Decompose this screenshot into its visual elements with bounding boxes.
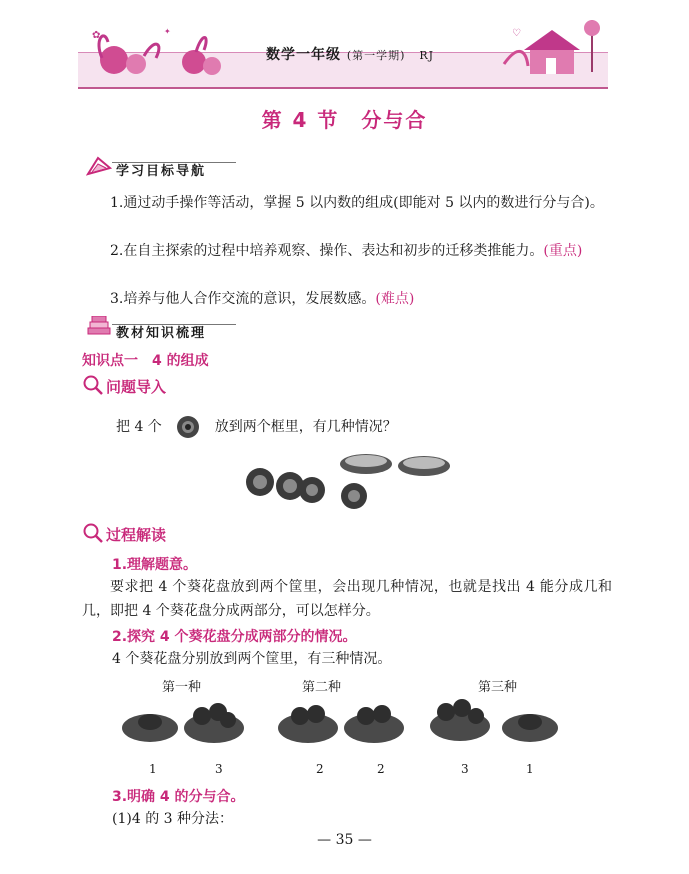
svg-text:✦: ✦ bbox=[164, 27, 171, 36]
process-heading-text: 过程解读 bbox=[106, 526, 167, 544]
step-1-title: 1.理解题意。 bbox=[112, 557, 198, 573]
case-2-left-count: 2 bbox=[316, 762, 324, 776]
basket-icon bbox=[398, 456, 450, 476]
basket-icon bbox=[278, 705, 338, 743]
basket-icon bbox=[430, 699, 490, 741]
svg-text:✿: ✿ bbox=[92, 30, 101, 41]
intro-question-pre: 把 4 个 bbox=[116, 419, 162, 435]
intro-question bbox=[116, 414, 397, 440]
intro-heading bbox=[82, 376, 166, 397]
case-2-right-count: 2 bbox=[377, 762, 385, 776]
magnifier-icon bbox=[82, 522, 104, 544]
knowledge-heading-text: 教材知识梳理 bbox=[116, 326, 207, 341]
case-3-right-count: 1 bbox=[526, 762, 534, 776]
compass-icon bbox=[86, 154, 112, 178]
goal-item-2-tag: (重点) bbox=[543, 243, 583, 259]
case-1-right-count: 3 bbox=[215, 762, 223, 776]
step-2-title: 2.探究 4 个葵花盘分成两部分的情况。 bbox=[112, 629, 357, 645]
svg-text:♡: ♡ bbox=[512, 28, 521, 39]
goals-heading-text: 学习目标导航 bbox=[116, 164, 207, 179]
basket-icon bbox=[122, 714, 178, 742]
basket-icon bbox=[184, 703, 244, 743]
house-decoration-icon bbox=[498, 14, 610, 86]
intro-heading-text: 问题导入 bbox=[106, 378, 167, 396]
sunflowers-baskets-illustration bbox=[238, 446, 452, 512]
case-1-left-count: 1 bbox=[149, 762, 157, 776]
basket-icon bbox=[340, 454, 392, 474]
section-title: 第 4 节 分与合 bbox=[261, 108, 428, 132]
header-title bbox=[266, 44, 434, 64]
header-subtitle: (第一学期) bbox=[346, 49, 406, 62]
goal-item-2-text: 2.在自主探索的过程中培养观察、操作、表达和初步的迁移类推能力。 bbox=[110, 243, 544, 259]
step-3-subtitle: (1)4 的 3 种分法： bbox=[112, 811, 233, 827]
intro-question-post: 放到两个框里，有几种情况？ bbox=[214, 419, 397, 435]
page-number: — 35 — bbox=[317, 832, 372, 848]
case-1-label: 第一种 bbox=[162, 680, 202, 695]
sunflower-icon bbox=[341, 483, 367, 509]
books-icon bbox=[86, 316, 112, 338]
goal-item-2 bbox=[82, 239, 612, 263]
goal-item-3 bbox=[82, 287, 612, 311]
step-1-text-content: 要求把 4 个葵花盘放到两个筐里，会出现几种情况，也就是找出 4 能分成几和几，即把 4 个葵花盘分成两部分，可以怎样分。 bbox=[82, 579, 612, 619]
header-decoration-icon bbox=[84, 20, 234, 86]
step-1-text bbox=[82, 575, 612, 623]
step-2-text: 4 个葵花盘分别放到两个筐里，有三种情况。 bbox=[112, 651, 392, 667]
step-3-title: 3.明确 4 的分与合。 bbox=[112, 789, 245, 805]
goal-item-1-text: 1.通过动手操作等活动，掌握 5 以内数的组成(即能对 5 以内的数进行分与合)。 bbox=[110, 195, 604, 211]
magnifier-icon bbox=[82, 374, 104, 396]
sunflower-icon bbox=[246, 468, 274, 496]
basket-icon bbox=[502, 714, 558, 742]
goal-item-1 bbox=[82, 191, 612, 215]
case-3-label: 第三种 bbox=[478, 680, 518, 695]
header-title-text: 数学一年级 bbox=[266, 47, 341, 63]
goal-item-3-text: 3.培养与他人合作交流的意识，发展数感。 bbox=[110, 291, 376, 307]
page-header bbox=[78, 14, 608, 76]
goal-item-3-tag: (难点) bbox=[375, 291, 415, 307]
sunflower-icon bbox=[168, 414, 208, 440]
cases-illustration bbox=[120, 694, 566, 754]
process-heading bbox=[82, 524, 166, 545]
basket-icon bbox=[344, 705, 404, 743]
header-edition: RJ bbox=[419, 49, 435, 62]
case-3-left-count: 3 bbox=[461, 762, 469, 776]
knowledge-point-1: 知识点一 4 的组成 bbox=[82, 353, 209, 369]
case-2-label: 第二种 bbox=[302, 680, 342, 695]
sunflower-icon bbox=[299, 477, 325, 503]
